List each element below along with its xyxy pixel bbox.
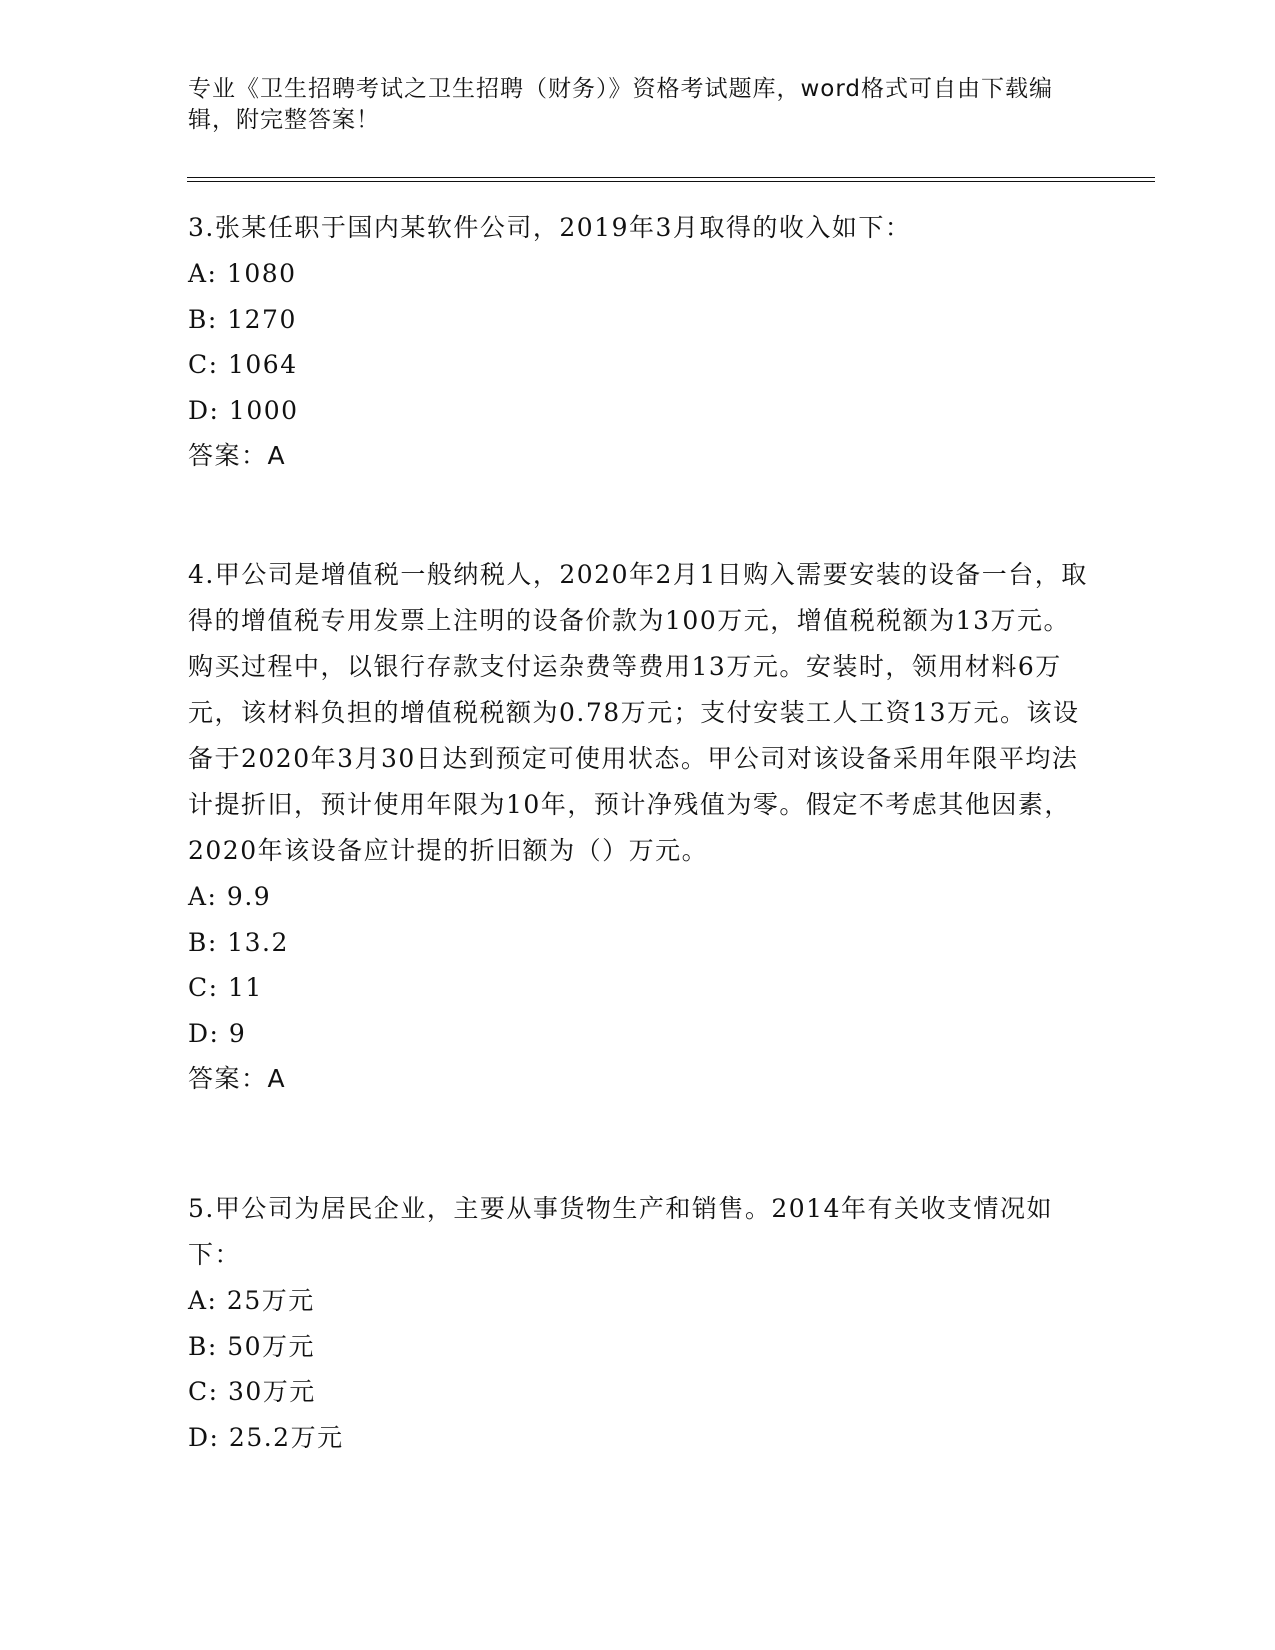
option-d: D: 1000 (188, 395, 299, 425)
option-b: B: 1270 (188, 304, 297, 334)
option-b: B: 13.2 (188, 927, 289, 957)
question-stem: 5.甲公司为居民企业，主要从事货物生产和销售。2014年有关收支情况如下： (188, 1194, 1053, 1269)
answer-line: 答案：A (188, 441, 287, 470)
question-4 (188, 552, 1088, 1102)
option-a: A: 25万元 (188, 1286, 315, 1315)
document-header: 专业《卫生招聘考试之卫生招聘（财务）》资格考试题库，word格式可自由下载编辑，附完整答案！ (188, 76, 1054, 133)
option-d: D: 25.2万元 (188, 1422, 344, 1452)
option-b: B: 50万元 (188, 1331, 316, 1361)
option-c: C: 1064 (188, 350, 298, 379)
question-stem: 4.甲公司是增值税一般纳税人，2020年2月1日购入需要安装的设备一台，取得的增值税专用发票上注明的设备价款为100万元，增值税税额为13万元。购买过程中，以银行存款支付运杂费等费用13万元。安装时，领用材料6万元，该材料负担的增值税税额为0.78万元；支付安装工人工资13万元。该设备于2020年3月30日达到预定可使用状态。甲公司对该设备采用年限平均法计提折旧，预计使用年限为10年，预计净残值为零。假定不考虑其他因素，2020年该设备应计提的折旧额为（）万元。 (188, 560, 1088, 865)
option-c: C: 11 (188, 973, 263, 1002)
option-a: A: 9.9 (188, 882, 272, 911)
question-3 (188, 205, 1088, 479)
question-stem: 3.张某任职于国内某软件公司，2019年3月取得的收入如下： (188, 213, 912, 242)
option-a: A: 1080 (188, 259, 297, 288)
question-5 (188, 1186, 1088, 1460)
answer-line: 答案：A (188, 1064, 287, 1093)
option-c: C: 30万元 (188, 1377, 316, 1406)
header-divider (187, 177, 1155, 182)
option-d: D: 9 (188, 1018, 247, 1048)
